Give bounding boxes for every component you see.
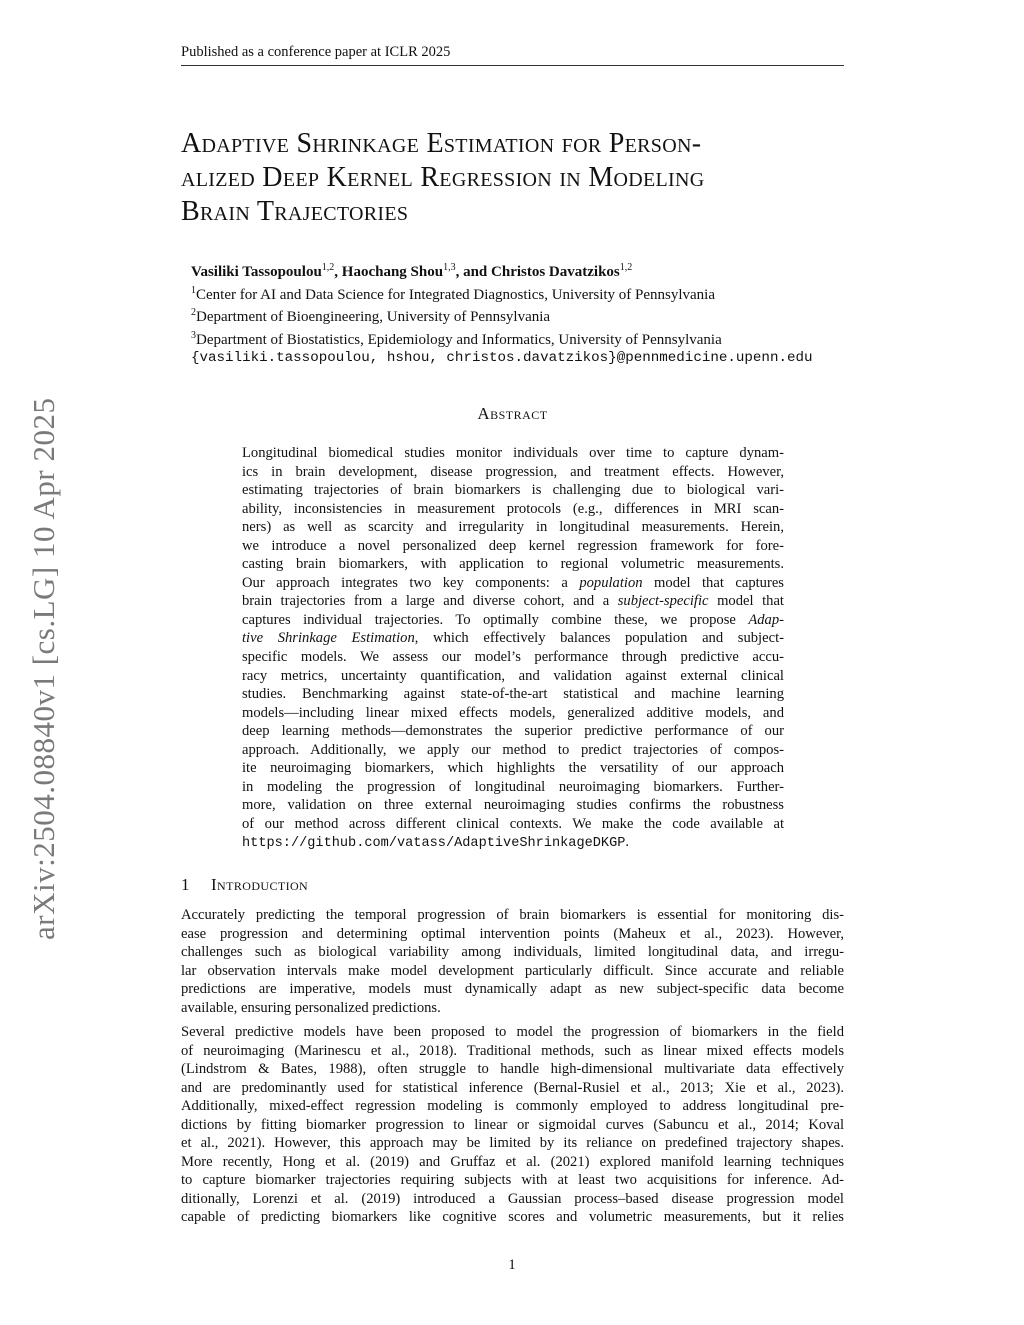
section-title: Introduction — [211, 875, 309, 894]
body-line: et al., 2021). However, this approach may be limited by its reliance on predefined trajectory shapes. — [181, 1135, 844, 1152]
author-separator-2: , and — [455, 264, 492, 280]
author-names — [191, 259, 921, 282]
author-2: Haochang Shou — [341, 264, 444, 280]
abstract-text — [242, 444, 784, 854]
author-3: Christos Davatzikos — [491, 264, 620, 280]
abstract-line: estimating trajectories of brain biomarkers is challenging due to biological vari- — [242, 482, 784, 499]
running-header: Published as a conference paper at ICLR 2025 — [181, 44, 844, 66]
abstract-line — [242, 574, 784, 593]
title-line-2: alized Deep Kernel Regression in Modeling — [181, 162, 705, 193]
abstract-line — [242, 592, 784, 611]
body-line: challenges such as biological variability among individuals, limited longitudinal data, and irregu- — [181, 944, 844, 961]
body-line: dictions by fitting biomarker progression to linear or sigmoidal curves (Sabuncu et al., 2014; Koval — [181, 1116, 844, 1133]
abstract-line: ics in brain development, disease progression, and treatment effects. However, — [242, 463, 784, 480]
abstract-emphasis: Adap- — [748, 611, 784, 628]
body-line: More recently, Hong et al. (2019) and Gruffaz et al. (2021) explored manifold learning techniques — [181, 1153, 844, 1170]
abstract-line: approach. Additionally, we apply our method to predict trajectories of compos- — [242, 741, 784, 758]
abstract-line: casting brain biomarkers, with application to regional volumetric measurements. — [242, 556, 784, 573]
abstract-emphasis: subject-specific — [617, 593, 709, 610]
abstract-text-run: brain trajectories from a large and diverse cohort, and a — [242, 593, 618, 610]
paper-title — [181, 127, 851, 229]
title-line-3: Brain Trajectories — [181, 196, 409, 227]
abstract-line: deep learning methods—demonstrates the superior predictive performance of our — [242, 723, 784, 740]
abstract-text-run: , which effectively balances population and subject- — [414, 630, 784, 647]
abstract-text-run: model that captures — [642, 574, 784, 591]
abstract-text-run: captures individual trajectories. To optimally combine these, we propose — [242, 611, 749, 628]
body-line: capable of predicting biomarkers like cognitive scores and volumetric measurements, but it relies — [181, 1209, 844, 1226]
abstract-emphasis: population — [579, 574, 643, 591]
abstract-line: of our method across different clinical contexts. We make the code available at — [242, 815, 784, 832]
body-line: Additionally, mixed-effect regression modeling is commonly employed to address longitudinal pre- — [181, 1098, 844, 1115]
section-heading-introduction — [181, 875, 844, 895]
body-line: of neuroimaging (Marinescu et al., 2018). Traditional methods, such as linear mixed effects models — [181, 1042, 844, 1059]
body-line: and are predominantly used for statistical inference (Bernal-Rusiel et al., 2013; Xie et al., 2023). — [181, 1079, 844, 1096]
abstract-text-run: model that — [708, 593, 784, 610]
affiliation-1-text: Center for AI and Data Science for Integrated Diagnostics, University of Pennsylvania — [196, 286, 716, 303]
abstract-line: studies. Benchmarking against state-of-the-art statistical and machine learning — [242, 686, 784, 703]
page-number: 1 — [508, 1257, 516, 1273]
body-line: available, ensuring personalized predictions. — [181, 999, 441, 1016]
introduction-paragraph-1 — [181, 906, 844, 1017]
affiliation-3-mark: 3 — [191, 329, 196, 341]
abstract-line: in modeling the progression of longitudinal neuroimaging biomarkers. Further- — [242, 778, 784, 795]
abstract-line — [242, 629, 784, 648]
abstract-line: ners) as well as scarcity and irregularity in longitudinal measurements. Herein, — [242, 519, 784, 536]
abstract-line — [242, 611, 784, 630]
section-number: 1 — [181, 875, 190, 894]
affiliation-3 — [191, 327, 921, 350]
body-line: Several predictive models have been proposed to model the progression of biomarkers in the field — [181, 1024, 844, 1040]
abstract-text-run: . — [625, 834, 630, 851]
introduction-paragraph-2 — [181, 1023, 844, 1227]
abstract-line: ability, inconsistencies in measurement protocols (e.g., differences in MRI scan- — [242, 500, 784, 517]
author-1: Vasiliki Tassopoulou — [191, 264, 322, 280]
author-emails: {vasiliki.tassopoulou, hshou, christos.davatzikos}@pennmedicine.upenn.edu — [191, 350, 813, 366]
affiliation-2 — [191, 304, 921, 327]
affiliation-1-mark: 1 — [191, 284, 196, 296]
body-line: predictions are imperative, models must dynamically adapt as new subject-specific data become — [181, 981, 844, 998]
affiliation-2-text: Department of Bioengineering, University of Pennsylvania — [196, 309, 551, 325]
code-repository-link[interactable]: https://github.com/vatass/AdaptiveShrinkageDKGP — [242, 836, 626, 852]
abstract-line: we introduce a novel personalized deep kernel regression framework for fore- — [242, 537, 784, 554]
abstract-line: specific models. We assess our model’s performance through predictive accu- — [242, 649, 784, 666]
body-line: Accurately predicting the temporal progression of brain biomarkers is essential for monitoring dis- — [181, 907, 844, 923]
affiliation-3-text: Department of Biostatistics, Epidemiology and Informatics, University of Pennsylvania — [196, 331, 722, 348]
abstract-line: models—including linear mixed effects models, generalized additive models, and — [242, 704, 784, 721]
body-line: ease progression and determining optimal intervention points (Maheux et al., 2023). However, — [181, 925, 844, 942]
abstract-emphasis: tive Shrinkage Estimation — [242, 630, 415, 647]
affiliation-1 — [191, 282, 921, 305]
author-2-affil: 1,3 — [443, 262, 456, 273]
author-3-affil: 1,2 — [619, 262, 633, 273]
author-block — [191, 259, 921, 368]
body-line: lar observation intervals make model development particularly difficult. Since accurate and reliable — [181, 962, 844, 979]
abstract-line: more, validation on three external neuroimaging studies confirms the robustness — [242, 797, 784, 814]
abstract-text-run: Our approach integrates two key components: a — [242, 574, 580, 591]
abstract-line: Longitudinal biomedical studies monitor individuals over time to capture dynam- — [242, 445, 784, 461]
body-line: (Lindstrom & Bates, 1988), often struggle to handle high-dimensional multivariate data effectively — [181, 1061, 844, 1078]
abstract-heading: Abstract — [477, 404, 548, 423]
arxiv-identifier: arXiv:2504.08840v1 [cs.LG] 10 Apr 2025 — [26, 397, 61, 940]
body-line: to capture biomarker trajectories requiring subjects with at least two acquisitions for inference. Ad- — [181, 1172, 844, 1189]
abstract-line: ite neuroimaging biomarkers, which highlights the versatility of our approach — [242, 760, 784, 777]
author-1-affil: 1,2 — [321, 262, 335, 273]
affiliation-2-mark: 2 — [191, 307, 196, 318]
abstract-line — [242, 833, 784, 854]
title-line-1: Adaptive Shrinkage Estimation for Person- — [181, 128, 702, 159]
abstract-line: racy metrics, uncertainty quantification, and validation against external clinical — [242, 667, 784, 684]
body-line: ditionally, Lorenzi et al. (2019) introduced a Gaussian process–based disease progression model — [181, 1190, 844, 1207]
author-separator-1: , — [334, 264, 342, 280]
